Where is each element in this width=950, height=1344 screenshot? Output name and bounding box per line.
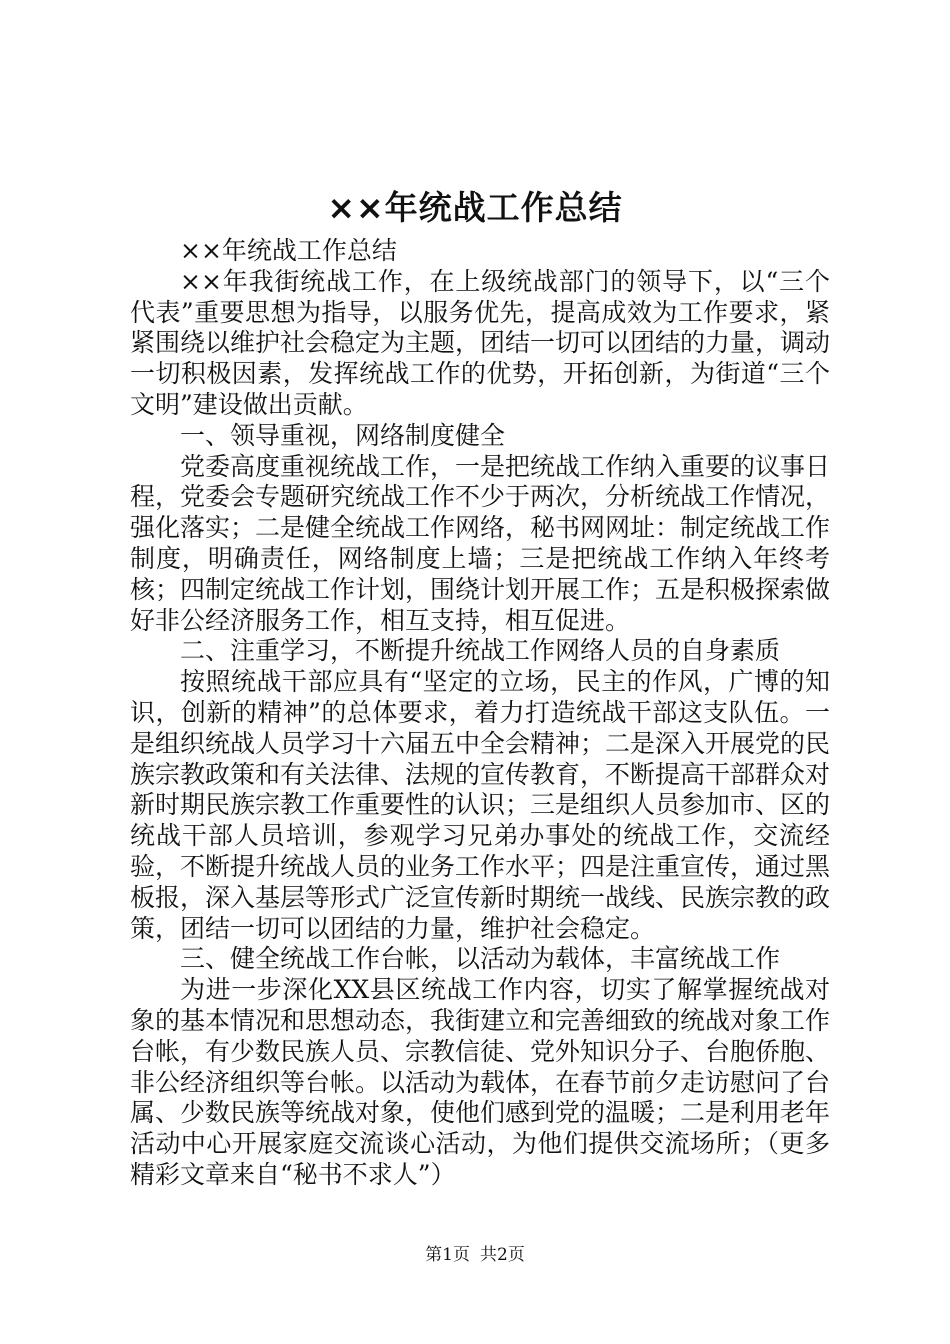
page-number: 第1页: [425, 1245, 470, 1265]
page-total: 共2页: [480, 1245, 525, 1265]
section-paragraph-1: 党委高度重视统战工作，一是把统战工作纳入重要的议事日程，党委会专题研究统战工作不少于两次，分析统战工作情况，强化落实；二是健全统战工作网络，秘书网网址：制定统战工作制度，明确责任，网络制度上墙；三是把统战工作纳入年终考核；四制定统战工作计划，围绕计划开展工作；五是积极探索做好非公经济服务工作，相互支持，相互促进。: [130, 451, 831, 635]
subtitle-paragraph: ××年统战工作总结: [180, 236, 397, 265]
section-heading-3: 三、健全统战工作台帐，以活动为载体，丰富统战工作: [180, 944, 781, 974]
intro-paragraph: ××年我街统战工作，在上级统战部门的领导下，以“三个代表”重要思想为指导，以服务优先，提高成效为工作要求，紧紧围绕以维护社会稳定为主题，团结一切可以团结的力量，调动一切积极因素，发挥统战工作的优势，开拓创新，为街道“三个文明”建设做出贡献。: [130, 266, 831, 419]
section-paragraph-3: 为进一步深化XX县区统战工作内容，切实了解掌握统战对象的基本情况和思想动态，我街建立和完善细致的统战对象工作台帐，有少数民族人员、宗教信徒、党外知识分子、台胞侨胞、非公经济组织等台帐。以活动为载体，在春节前夕走访慰问了台属、少数民族等统战对象，使他们感到党的温暖；二是利用老年活动中心开展家庭交流谈心活动，为他们提供交流场所；（更多精彩文章来自“秘书不求人”）: [130, 975, 831, 1189]
document-body: [130, 236, 830, 1191]
section-heading-2: 二、注重学习，不断提升统战工作网络人员的自身素质: [180, 636, 781, 666]
document-title: ××年统战工作总结: [327, 188, 623, 227]
section-paragraph-2: 按照统战干部应具有“坚定的立场，民主的作风，广博的知识，创新的精神”的总体要求，着力打造统战干部这支队伍。一是组织统战人员学习十六届五中全会精神；二是深入开展党的民族宗教政策和有关法律、法规的宣传教育，不断提高干部群众对新时期民族宗教工作重要性的认识；三是组织人员参加市、区的统战干部人员培训，参观学习兄弟办事处的统战工作，交流经验，不断提升统战人员的业务工作水平；四是注重宣传，通过黑板报，深入基层等形式广泛宣传新时期统一战线、民族宗教的政策，团结一切可以团结的力量，维护社会稳定。: [130, 667, 831, 943]
section-heading-1: 一、领导重视，网络制度健全: [180, 420, 506, 450]
page-footer: [0, 1243, 950, 1267]
